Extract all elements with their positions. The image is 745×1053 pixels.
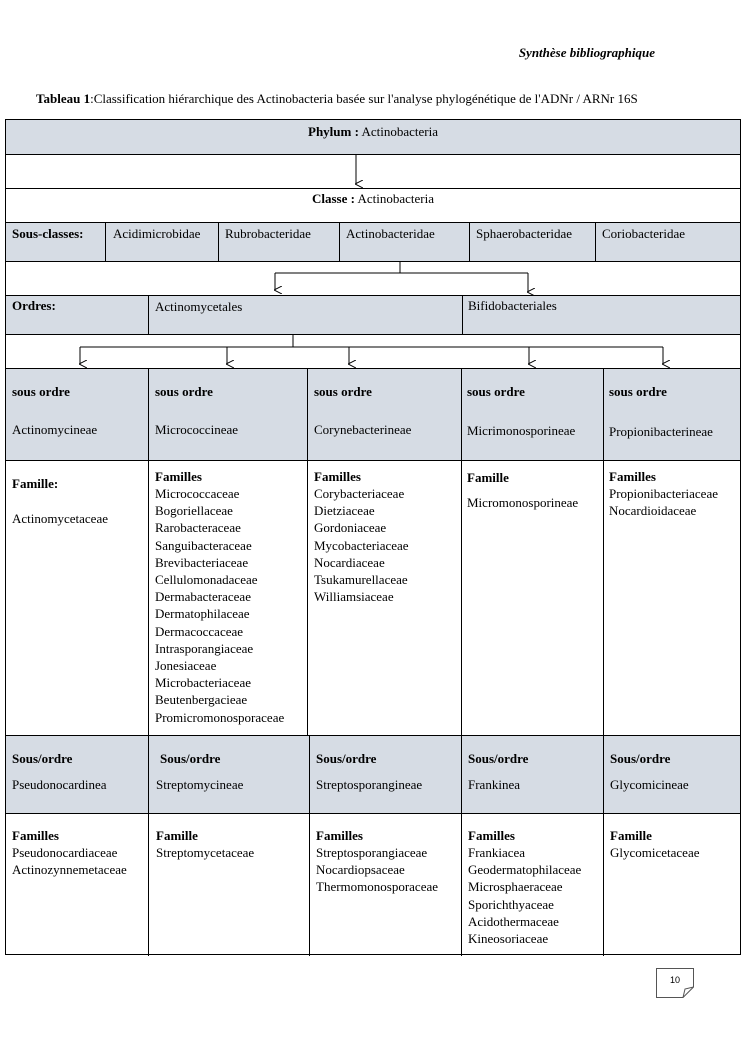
ordre-2: Bifidobacteriales [468, 298, 557, 313]
famille-2-3: Familles Streptosporangiaceae Nocardiopsaceae Thermomonosporaceae [316, 828, 439, 895]
famille-1-3: Familles Corybacteriaceae Dietziaceae Gordoniaceae Mycobacteriaceae Nocardiaceae Tsukamurellaceae Williamsiaceae [314, 469, 409, 605]
phylum-value: Actinobacteria [358, 124, 438, 139]
ordre-1: Actinomycetales [155, 299, 243, 314]
sous-ordre-1-1: sous ordre Actinomycineae [12, 384, 98, 437]
sous-classe-4: Sphaerobacteridae [476, 226, 573, 241]
sous-classe-3: Actinobacteridae [346, 226, 435, 241]
ordres-label: Ordres: [12, 298, 56, 313]
famille-2-4: Familles Frankiacea Geodermatophilaceae Microsphaeraceae Sporichthyaceae Acidothermaceae Kineosoriaceae [468, 828, 582, 947]
sous-ordre-2-5: Sous/ordre Glycomicineae [610, 751, 689, 792]
sous-classes-label: Sous-classes: [12, 226, 84, 241]
classe-value: Actinobacteria [354, 191, 435, 206]
sous-ordre-2-4: Sous/ordre Frankinea [468, 751, 529, 792]
sous-ordre-2-3: Sous/ordre Streptosporangineae [316, 751, 423, 792]
famille-1-1: Famille: Actinomycetaceae [12, 476, 108, 526]
hierarchy-connectors [0, 0, 745, 380]
sous-ordre-1-4: sous ordre Micrimonosporineae [467, 384, 576, 438]
caption-label: Tableau 1 [36, 91, 91, 106]
sous-classe-1: Acidimicrobidae [113, 226, 201, 241]
page-number: 10 [669, 975, 680, 985]
section-title: Synthèse bibliographique [518, 45, 655, 60]
famille-1-4: Famille Micromonosporineae [467, 470, 579, 510]
sous-ordre-2-2: Sous/ordre Streptomycineae [156, 751, 244, 792]
sous-ordre-1-5: sous ordre Propionibacterineae [609, 384, 713, 439]
caption-text: :Classification hiérarchique des Actinobacteria basée sur l'analyse phylogénétique de l'ADNr / ARNr 16S [90, 91, 638, 106]
famille-2-1: Familles Pseudonocardiaceae Actinozynnemetaceae [12, 828, 127, 878]
famille-2-2: Famille Streptomycetaceae [156, 828, 255, 860]
classe-label: Classe : [311, 191, 355, 206]
sous-ordre-1-2: sous ordre Micrococcineae [155, 384, 239, 437]
sous-classe-5: Coriobacteridae [602, 226, 686, 241]
famille-2-5: Famille Glycomicetaceae [610, 828, 700, 860]
sous-ordre-1-3: sous ordre Corynebacterineae [314, 384, 412, 437]
sous-ordre-2-1: Sous/ordre Pseudonocardinea [12, 751, 107, 792]
famille-1-5: Familles Propionibacteriaceae Nocardioidaceae [609, 469, 718, 519]
phylum-label: Phylum : [308, 124, 359, 139]
famille-1-2: Familles Micrococcaceae Bogoriellaceae Rarobacteraceae Sanguibacteraceae Brevibacteriaceae Cellulomonadaceae Dermabacteraceae Dermatophilaceae Dermacoccaceae Intrasporangiaceae Jonesiaceae Microbacteriaceae Beutenbergacieae Promicromonosporaceae [155, 469, 285, 725]
sous-classe-2: Rubrobacteridae [225, 226, 311, 241]
